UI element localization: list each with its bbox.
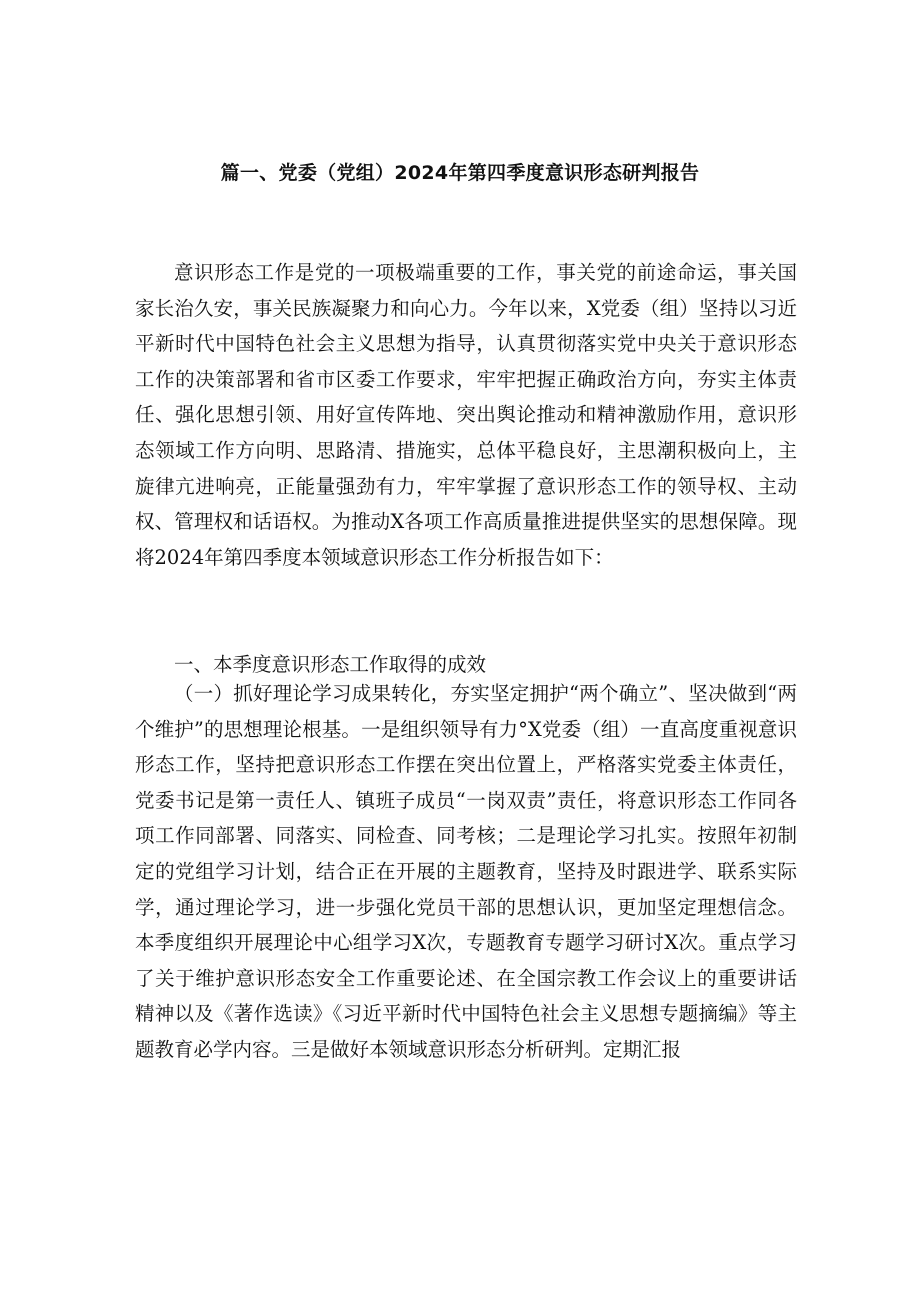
intro-paragraph: 意识形态工作是党的一项极端重要的工作，事关党的前途命运，事关国家长治久安，事关民族凝聚力和向心力。今年以来，X党委（组）坚持以习近平新时代中国特色社会主义思想为指导，认真贯彻落实党中央关于意识形态工作的决策部署和省市区委工作要求，牢牢把握正确政治方向，夯实主体责任、强化思想引领、用好宣传阵地、突出舆论推动和精神激励作用，意识形态领域工作方向明、思路清、措施实，总体平稳良好，主思潮积极向上，主旋律亢进响亮，正能量强劲有力，牢牢掌握了意识形态工作的领导权、主动权、管理权和话语权。为推动X各项工作高质量推进提供坚实的思想保障。现将2024年第四季度本领域意识形态工作分析报告如下：: [135, 261, 797, 569]
section-heading: 一、本季度意识形态工作取得的成效: [174, 653, 487, 676]
document-title: 篇一、党委（党组）2024年第四季度意识形态研判报告: [220, 162, 700, 184]
body-paragraph: （一）抓好理论学习成果转化，夯实坚定拥护“两个确立”、坚决做到“两个维护”的思想理论根基。一是组织领导有力°X党委（组）一直高度重视意识形态工作，坚持把意识形态工作摆在突出位置上，严格落实党委主体责任，党委书记是第一责任人、镇班子成员“一岗双责”责任，将意识形态工作同各项工作同部署、同落实、同检查、同考核；二是理论学习扎实。按照年初制定的党组学习计划，结合正在开展的主题教育，坚持及时跟进学、联系实际学，通过理论学习，进一步强化党员干部的思想认识，更加坚定理想信念。本季度组织开展理论中心组学习X次，专题教育专题学习研讨X次。重点学习了关于维护意识形态安全工作重要论述、在全国宗教工作会议上的重要讲话精神以及《著作选读》《习近平新时代中国特色社会主义思想专题摘编》等主题教育必学内容。三是做好本领域意识形态分析研判。定期汇报: [135, 682, 797, 1061]
